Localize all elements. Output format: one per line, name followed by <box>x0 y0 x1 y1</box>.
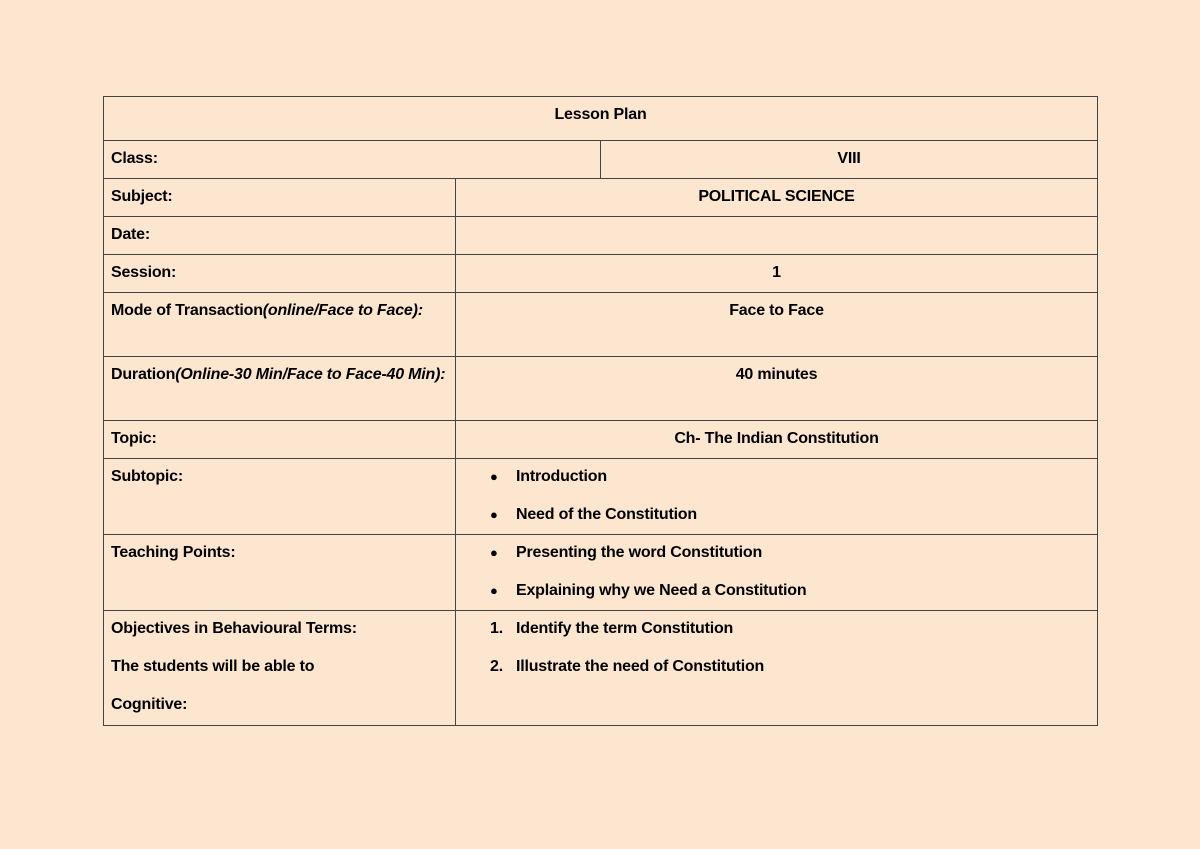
bullet-icon: ● <box>490 583 498 598</box>
objectives-label <box>104 611 456 725</box>
list-item <box>490 578 1090 604</box>
objectives-row <box>104 611 1097 725</box>
list-item <box>490 616 1090 654</box>
subtopic-text: Introduction <box>516 468 607 485</box>
objectives-domain: Cognitive: <box>111 696 188 713</box>
date-row <box>104 217 1097 255</box>
date-value <box>456 217 1097 254</box>
class-label: Class: <box>104 141 601 178</box>
list-number: 2. <box>490 658 503 675</box>
objectives-list <box>456 611 1097 725</box>
bullet-icon: ● <box>490 469 498 484</box>
session-row <box>104 255 1097 293</box>
date-label: Date: <box>104 217 456 254</box>
objective-text: Identify the term Constitution <box>516 620 734 637</box>
objectives-heading: Objectives in Behavioural Terms: <box>111 620 357 637</box>
teaching-points-row <box>104 535 1097 611</box>
objectives-intro: The students will be able to <box>111 658 315 675</box>
bullet-icon: ● <box>490 545 498 560</box>
subtopic-row <box>104 459 1097 535</box>
list-item <box>490 502 1090 528</box>
duration-value: 40 minutes <box>735 366 818 383</box>
session-value: 1 <box>772 264 781 281</box>
duration-row <box>104 357 1097 421</box>
teaching-point-text: Presenting the word Constitution <box>516 544 763 561</box>
teaching-point-text: Explaining why we Need a Constitution <box>516 582 807 599</box>
subtopic-label: Subtopic: <box>104 459 456 534</box>
lesson-plan-table <box>103 96 1098 726</box>
subject-label: Subject: <box>104 179 456 216</box>
teaching-points-list <box>456 535 1097 610</box>
bullet-icon: ● <box>490 507 498 522</box>
list-item <box>490 540 1090 578</box>
duration-label <box>104 357 456 420</box>
mode-value: Face to Face <box>729 302 824 319</box>
list-item <box>490 654 1090 680</box>
mode-label-text: Mode of Transaction <box>111 302 263 319</box>
subtopic-list <box>456 459 1097 534</box>
topic-row <box>104 421 1097 459</box>
subject-row <box>104 179 1097 217</box>
topic-value: Ch- The Indian Constitution <box>674 430 879 447</box>
list-number: 1. <box>490 620 503 637</box>
session-label: Session: <box>104 255 456 292</box>
topic-label: Topic: <box>104 421 456 458</box>
objective-text: Illustrate the need of Constitution <box>516 658 765 675</box>
class-row <box>104 141 1097 179</box>
list-item <box>490 464 1090 502</box>
lesson-plan-title: Lesson Plan <box>554 106 647 123</box>
class-value: VIII <box>837 150 861 167</box>
duration-label-text: Duration <box>111 366 176 383</box>
title-row <box>104 97 1097 141</box>
teaching-points-label: Teaching Points: <box>104 535 456 610</box>
duration-label-options: (Online-30 Min/Face to Face-40 Min): <box>175 366 446 383</box>
mode-label-options: (online/Face to Face): <box>262 302 423 319</box>
subtopic-text: Need of the Constitution <box>516 506 697 523</box>
subject-value: POLITICAL SCIENCE <box>698 188 855 205</box>
mode-row <box>104 293 1097 357</box>
mode-label <box>104 293 456 356</box>
